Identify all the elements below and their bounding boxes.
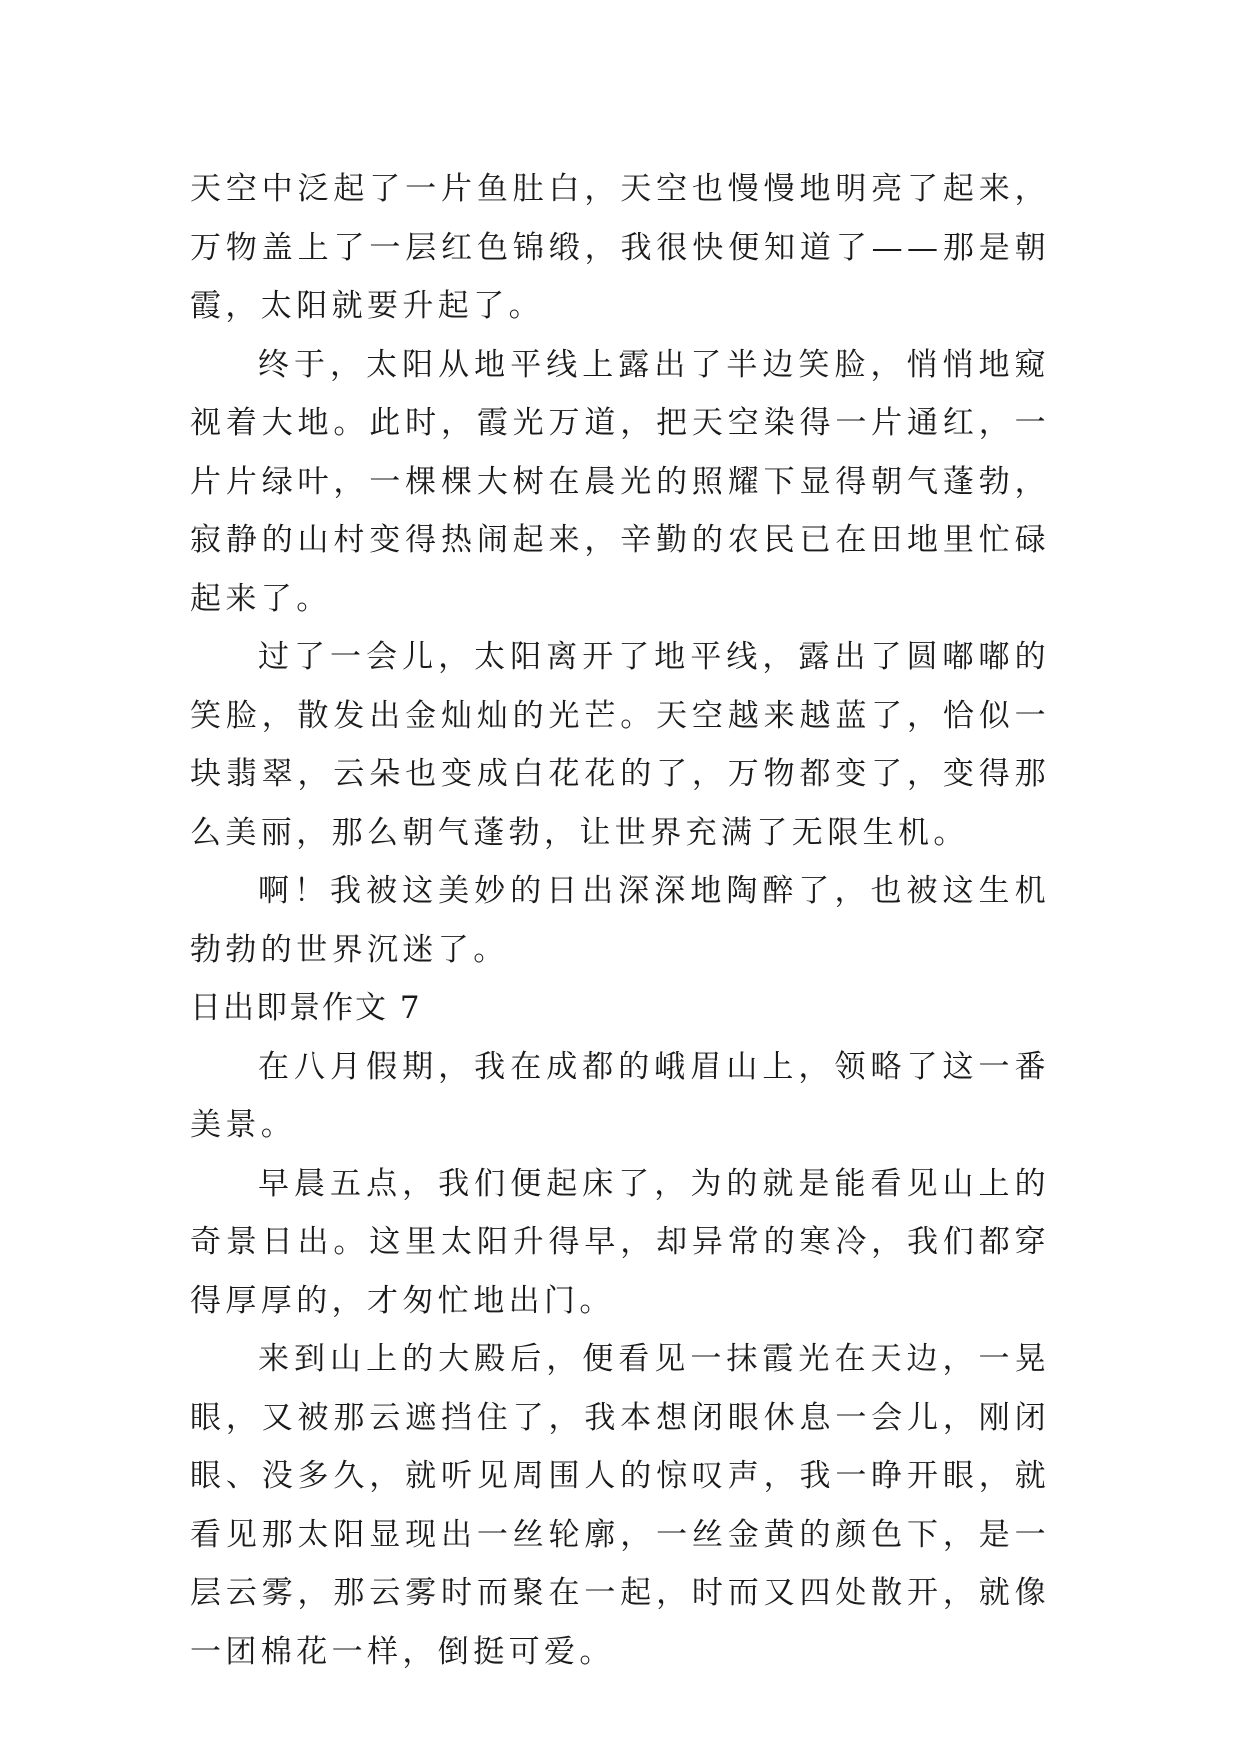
section-heading: 日出即景作文 7 xyxy=(190,990,422,1026)
paragraph: 早晨五点，我们便起床了，为的就是能看见山上的奇景日出。这里太阳升得早，却异常的寒冷，我们都穿得厚厚的，才匆忙地出门。 xyxy=(190,1165,1050,1319)
paragraph: 天空中泛起了一片鱼肚白，天空也慢慢地明亮了起来，万物盖上了一层红色锦缎，我很快便知道了——那是朝霞，太阳就要升起了。 xyxy=(190,171,1050,324)
paragraph: 终于，太阳从地平线上露出了半边笑脸，悄悄地窥视着大地。此时，霞光万道，把天空染得一片通红，一片片绿叶，一棵棵大树在晨光的照耀下显得朝气蓬勃，寂静的山村变得热闹起来，辛勤的农民已在田地里忙碌起来了。 xyxy=(190,346,1050,617)
paragraph: 在八月假期，我在成都的峨眉山上，领略了这一番美景。 xyxy=(190,1048,1050,1143)
paragraph: 来到山上的大殿后，便看见一抹霞光在天边，一晃眼，又被那云遮挡住了，我本想闭眼休息一会儿，刚闭眼、没多久，就听见周围人的惊叹声，我一睁开眼，就看见那太阳显现出一丝轮廓，一丝金黄的颜色下，是一层云雾，那云雾时而聚在一起，时而又四处散开，就像一团棉花一样，倒挺可爱。 xyxy=(190,1341,1050,1670)
paragraph: 过了一会儿，太阳离开了地平线，露出了圆嘟嘟的笑脸，散发出金灿灿的光芒。天空越来越蓝了，恰似一块翡翠，云朵也变成白花花的了，万物都变了，变得那么美丽，那么朝气蓬勃，让世界充满了无限生机。 xyxy=(190,639,1050,851)
paragraph: 啊！我被这美妙的日出深深地陶醉了，也被这生机勃勃的世界沉迷了。 xyxy=(190,873,1050,968)
document-body xyxy=(190,160,1050,1681)
